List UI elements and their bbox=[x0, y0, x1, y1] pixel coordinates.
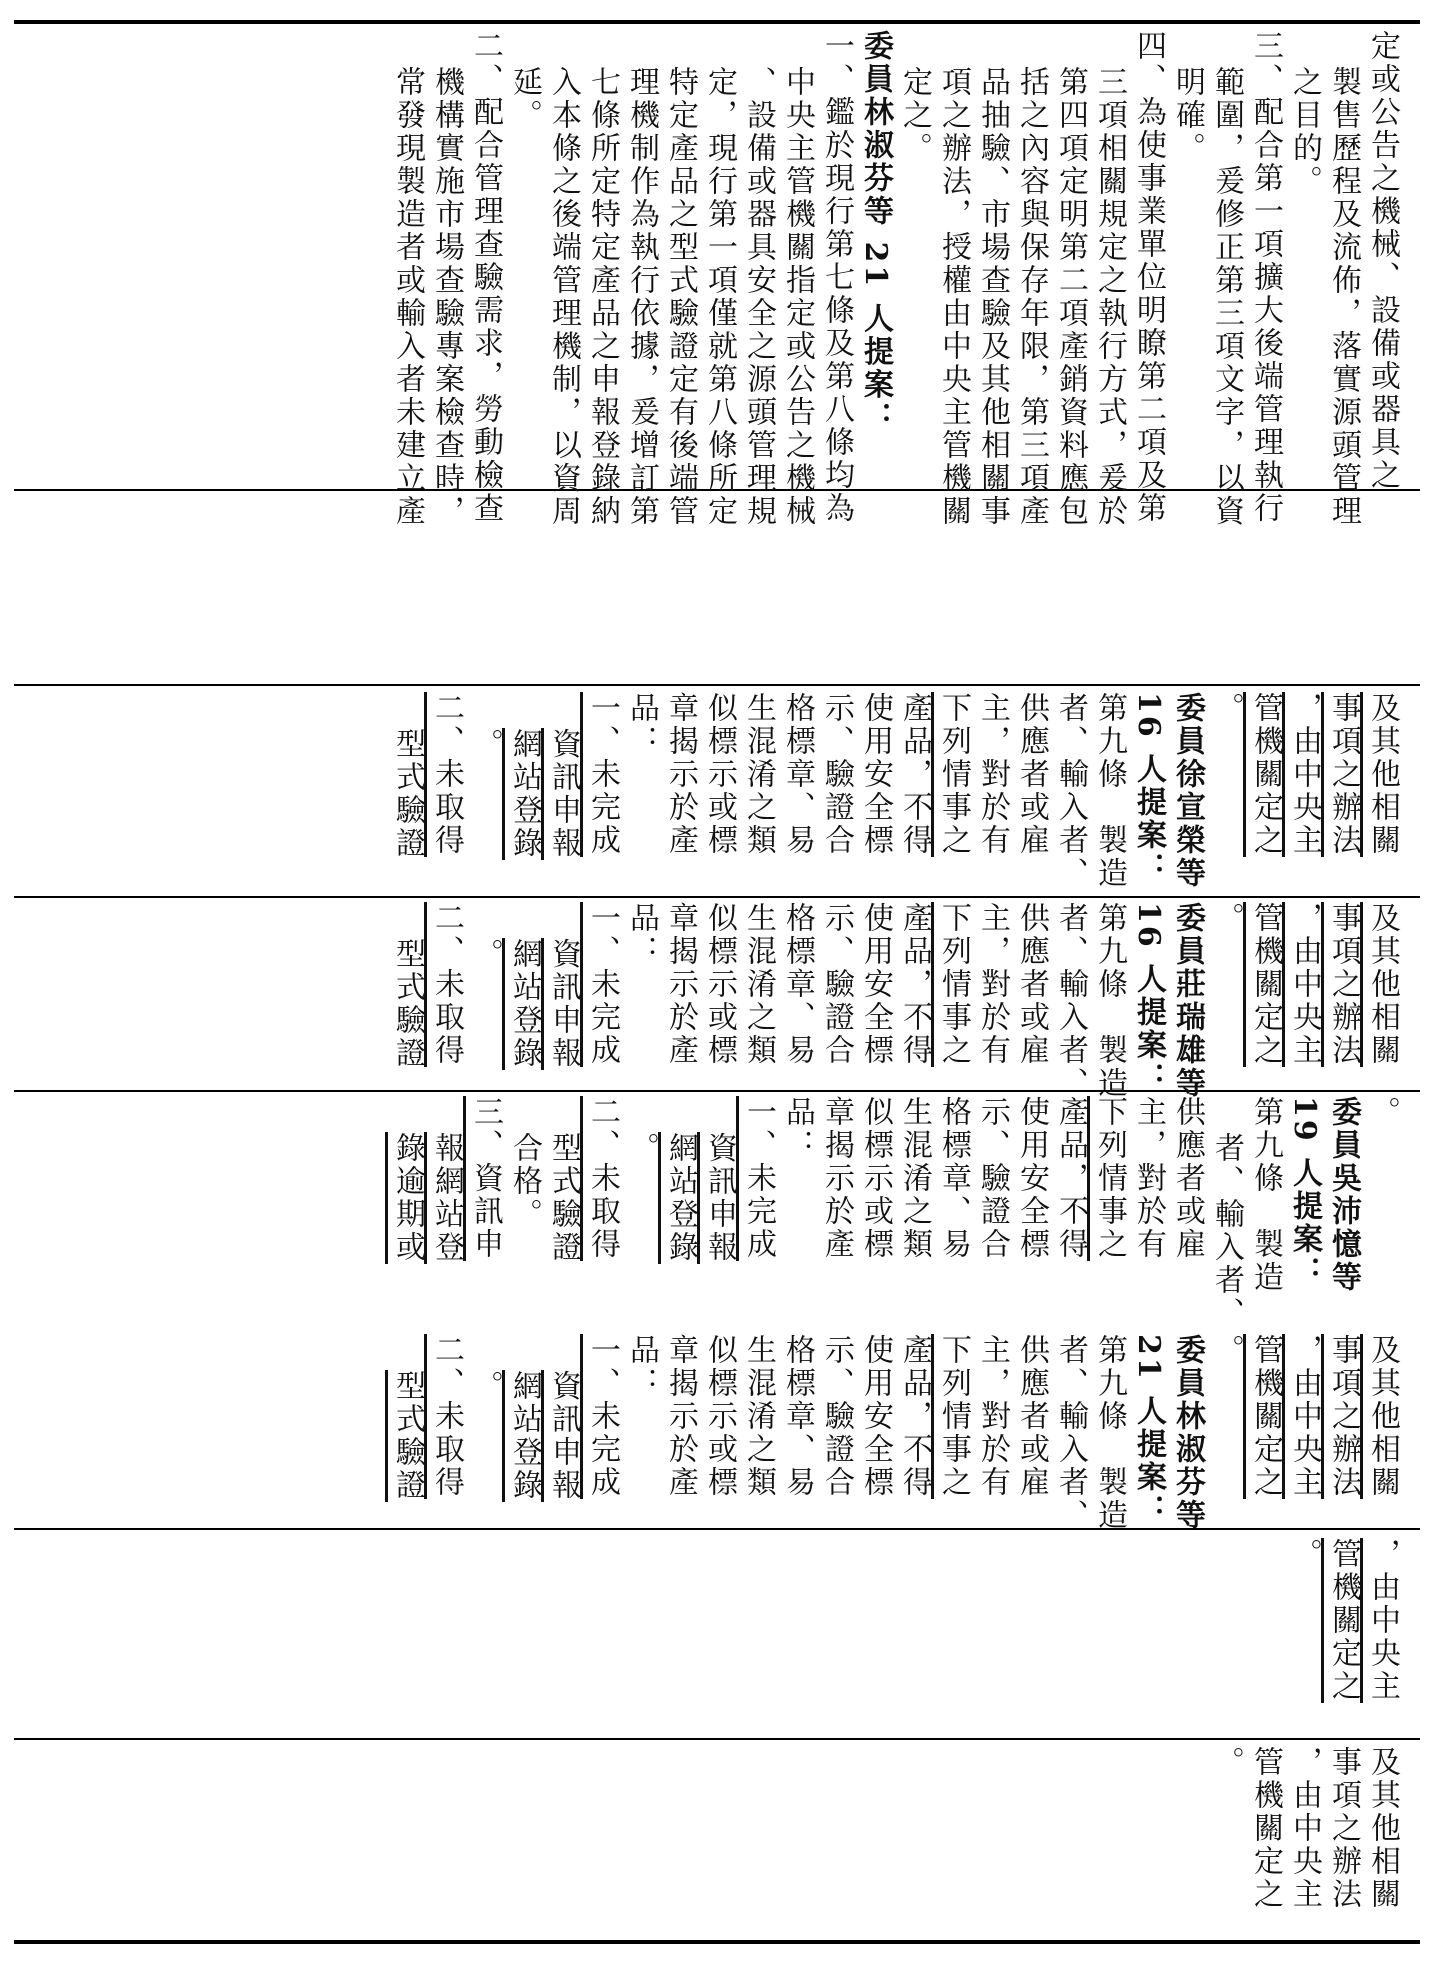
text-line: 下列情事之 bbox=[936, 692, 971, 857]
text-line: 。 bbox=[1209, 902, 1244, 935]
text-line: 似標示或標 bbox=[702, 692, 737, 857]
proposal-chuang-column bbox=[30, 902, 1402, 1100]
text-line: 示、驗證合 bbox=[819, 692, 854, 857]
text-line: ，由中央主 bbox=[1287, 1334, 1322, 1499]
text-line: 下列情事之 bbox=[936, 902, 971, 1067]
text-line: 理機制作為執行依據，爰增訂第 bbox=[624, 66, 659, 528]
text-line: 品： bbox=[624, 692, 659, 758]
text-line: 19 人提案： bbox=[1287, 1096, 1322, 1290]
text-line: 主，對於有 bbox=[975, 1334, 1010, 1499]
text-line: 資訊申報 bbox=[546, 938, 581, 1070]
text-line: 延。 bbox=[507, 66, 542, 132]
text-line: 一、未完成 bbox=[585, 1334, 620, 1499]
text-line: 定，現行第一項僅就第八條所定 bbox=[702, 66, 737, 528]
text-line: 示、驗證合 bbox=[819, 1334, 854, 1499]
text-line: 之目的。 bbox=[1287, 66, 1322, 198]
text-line: 事項之辦法 bbox=[1326, 1334, 1361, 1499]
text-line: 者、輸入者、 bbox=[1053, 692, 1088, 890]
text-line: ，由中央主 bbox=[1365, 1538, 1400, 1703]
text-line: 產品，不得 bbox=[897, 902, 932, 1067]
text-line: 入本條之後端管理機制，以資周 bbox=[546, 66, 581, 528]
text-line: 三、配合第一項擴大後端管理執行 bbox=[1248, 30, 1283, 525]
text-line: 管機關定之 bbox=[1326, 1538, 1361, 1703]
text-line: 供應者或雇 bbox=[1014, 902, 1049, 1067]
text-line: 第九條 製造 bbox=[1092, 902, 1127, 1100]
text-line: 章揭示於產 bbox=[663, 1334, 698, 1499]
text-line: 七條所定特定產品之申報登錄納 bbox=[585, 66, 620, 528]
proposal-lin-column bbox=[30, 1334, 1402, 1532]
text-line: 資訊申報 bbox=[546, 728, 581, 860]
text-line: 常發現製造者或輸入者未建立產 bbox=[390, 66, 425, 528]
text-line: 者、輸入者、 bbox=[1209, 1132, 1244, 1330]
text-line: 管機關定之 bbox=[1248, 902, 1283, 1067]
text-line: 16 人提案： bbox=[1131, 692, 1166, 886]
text-line: 第九條 製造 bbox=[1092, 692, 1127, 890]
text-line: 。 bbox=[468, 728, 503, 761]
text-line: 資訊申報 bbox=[702, 1132, 737, 1264]
text-line: 使用安全標 bbox=[858, 1334, 893, 1499]
text-line: 下列情事之 bbox=[1092, 1096, 1127, 1261]
text-line: 型式驗證 bbox=[546, 1132, 581, 1264]
text-line: 、設備或器具安全之源頭管理規 bbox=[741, 66, 776, 528]
text-line: 網站登錄 bbox=[507, 728, 542, 860]
text-line: 產品，不得 bbox=[897, 692, 932, 857]
text-line: 型式驗證 bbox=[390, 728, 425, 860]
text-line: 品： bbox=[780, 1096, 815, 1162]
text-line: 格標章、易 bbox=[780, 692, 815, 857]
text-line: 生混淆之類 bbox=[741, 692, 776, 857]
text-line: 者、輸入者、 bbox=[1053, 1334, 1088, 1532]
text-line: 管機關定之 bbox=[1248, 692, 1283, 857]
text-line: 。 bbox=[1209, 1746, 1244, 1779]
text-line: 。 bbox=[624, 1132, 659, 1165]
text-line: 生混淆之類 bbox=[741, 902, 776, 1067]
text-line: 項之辦法，授權由中央主管機關 bbox=[936, 66, 971, 528]
text-line: 二、未取得 bbox=[585, 1096, 620, 1261]
text-line: 網站登錄 bbox=[507, 938, 542, 1070]
text-line: 章揭示於產 bbox=[663, 902, 698, 1067]
text-line: 括之內容與保存年限，第三項產 bbox=[1014, 66, 1049, 528]
text-line: 範圍，爰修正第三項文字，以資 bbox=[1209, 66, 1244, 528]
text-line: 資訊申報 bbox=[546, 1370, 581, 1502]
text-line: 事項之辦法 bbox=[1326, 1746, 1361, 1911]
text-line: 生混淆之類 bbox=[897, 1096, 932, 1261]
text-line: 四、為使事業單位明瞭第二項及第 bbox=[1131, 30, 1166, 525]
separator-c2 bbox=[14, 684, 1420, 686]
text-line: 第九條 製造 bbox=[1092, 1334, 1127, 1532]
text-line: 供應者或雇 bbox=[1014, 1334, 1049, 1499]
text-line: 似標示或標 bbox=[858, 1096, 893, 1261]
text-line: 管機關定之 bbox=[1248, 1334, 1283, 1499]
text-line: 主，對於有 bbox=[975, 692, 1010, 857]
text-line: 定之。 bbox=[897, 66, 932, 165]
text-line: 21 人提案： bbox=[1131, 1334, 1166, 1528]
text-line: 一、鑑於現行第七條及第八條均為 bbox=[819, 30, 854, 525]
bottom-border bbox=[14, 1940, 1420, 1944]
text-line: 品： bbox=[624, 1334, 659, 1400]
text-line: 第四項定明第二項產銷資料應包 bbox=[1053, 66, 1088, 528]
text-line: 使用安全標 bbox=[858, 692, 893, 857]
text-line: 及其他相關 bbox=[1365, 1746, 1400, 1911]
text-line: 型式驗證 bbox=[390, 938, 425, 1070]
text-line: 一、未完成 bbox=[585, 902, 620, 1067]
text-line: ，由中央主 bbox=[1287, 902, 1322, 1067]
text-line: 委員林淑芬等 bbox=[1170, 1334, 1205, 1532]
text-line: 管機關定之 bbox=[1248, 1746, 1283, 1911]
text-line: 主，對於有 bbox=[1131, 1096, 1166, 1261]
text-line: 網站登錄 bbox=[507, 1370, 542, 1502]
separator-c6 bbox=[14, 1738, 1420, 1740]
text-line: 一、未完成 bbox=[741, 1096, 776, 1261]
proposal-hsu-column bbox=[30, 692, 1402, 890]
text-line: 似標示或標 bbox=[702, 1334, 737, 1499]
explanation-column bbox=[30, 30, 1402, 528]
text-line: 者、輸入者、 bbox=[1053, 902, 1088, 1100]
amendment-tail-column bbox=[30, 1538, 1402, 1733]
text-line: 生混淆之類 bbox=[741, 1334, 776, 1499]
text-line: 。 bbox=[468, 1370, 503, 1403]
text-line: 二、未取得 bbox=[429, 902, 464, 1067]
text-line: 供應者或雇 bbox=[1170, 1096, 1205, 1261]
text-line: ，由中央主 bbox=[1287, 1746, 1322, 1911]
text-line: 合格。 bbox=[507, 1132, 542, 1231]
separator-c5 bbox=[14, 1528, 1420, 1530]
text-line: 委員吳沛憶等 bbox=[1326, 1096, 1361, 1294]
text-line: 供應者或雇 bbox=[1014, 692, 1049, 857]
text-line: 章揭示於產 bbox=[663, 692, 698, 857]
text-line: 事項之辦法 bbox=[1326, 692, 1361, 857]
text-line: 二、未取得 bbox=[429, 692, 464, 857]
separator-c4 bbox=[14, 1090, 1420, 1092]
text-line: 使用安全標 bbox=[1014, 1096, 1049, 1261]
text-line: 產品，不得 bbox=[1053, 1096, 1088, 1261]
text-line: 中央主管機關指定或公告之機械 bbox=[780, 66, 815, 528]
text-line: 。 bbox=[1287, 1538, 1322, 1571]
text-line: 及其他相關 bbox=[1365, 692, 1400, 857]
text-line: 錄逾期或 bbox=[390, 1132, 425, 1264]
text-line: 第九條 製造 bbox=[1248, 1096, 1283, 1294]
text-line: 機構實施市場查驗專案檢查時， bbox=[429, 66, 464, 528]
text-line: 報網站登 bbox=[429, 1132, 464, 1264]
text-line: 及其他相關 bbox=[1365, 902, 1400, 1067]
text-line: 委員林淑芬等 21 人提案： bbox=[858, 30, 893, 435]
text-line: 委員徐宣榮等 bbox=[1170, 692, 1205, 890]
text-line: 產品，不得 bbox=[897, 1334, 932, 1499]
text-line: 使用安全標 bbox=[858, 902, 893, 1067]
text-line: 主，對於有 bbox=[975, 902, 1010, 1067]
text-line: 。 bbox=[1209, 692, 1244, 725]
text-line: 事項之辦法 bbox=[1326, 902, 1361, 1067]
text-line: 網站登錄 bbox=[663, 1132, 698, 1264]
text-line: 。 bbox=[468, 938, 503, 971]
text-line: 格標章、易 bbox=[936, 1096, 971, 1261]
text-line: 似標示或標 bbox=[702, 902, 737, 1067]
text-line: 三、資訊申 bbox=[468, 1096, 503, 1261]
text-line: 章揭示於產 bbox=[819, 1096, 854, 1261]
text-line: 明確。 bbox=[1170, 66, 1205, 165]
text-line: 型式驗證 bbox=[390, 1370, 425, 1502]
top-border bbox=[14, 20, 1420, 24]
text-line: 一、未完成 bbox=[585, 692, 620, 857]
text-line: 製售歷程及流佈，落實源頭管理 bbox=[1326, 66, 1361, 528]
text-line: 特定產品之型式驗證定有後端管 bbox=[663, 66, 698, 528]
text-line: 。 bbox=[1209, 1334, 1244, 1367]
separator-c3 bbox=[14, 896, 1420, 898]
text-line: 示、驗證合 bbox=[975, 1096, 1010, 1261]
text-line: 二、配合管理查驗需求，勞動檢查 bbox=[468, 30, 503, 525]
text-line: 品抽驗、市場查驗及其他相關事 bbox=[975, 66, 1010, 528]
text-line: 定或公告之機械、設備或器具之 bbox=[1365, 30, 1400, 492]
text-line: 示、驗證合 bbox=[819, 902, 854, 1067]
text-line: 格標章、易 bbox=[780, 1334, 815, 1499]
text-line: 品： bbox=[624, 902, 659, 968]
text-line: 。 bbox=[1365, 1096, 1400, 1129]
text-line: 委員莊瑞雄等 bbox=[1170, 902, 1205, 1100]
text-line: 下列情事之 bbox=[936, 1334, 971, 1499]
text-line: 三項相關規定之執行方式，爰於 bbox=[1092, 66, 1127, 528]
text-line: 16 人提案： bbox=[1131, 902, 1166, 1096]
text-line: ，由中央主 bbox=[1287, 692, 1322, 857]
current-law-column bbox=[30, 1746, 1402, 1936]
text-line: 格標章、易 bbox=[780, 902, 815, 1067]
text-line: 二、未取得 bbox=[429, 1334, 464, 1499]
text-line: 及其他相關 bbox=[1365, 1334, 1400, 1499]
